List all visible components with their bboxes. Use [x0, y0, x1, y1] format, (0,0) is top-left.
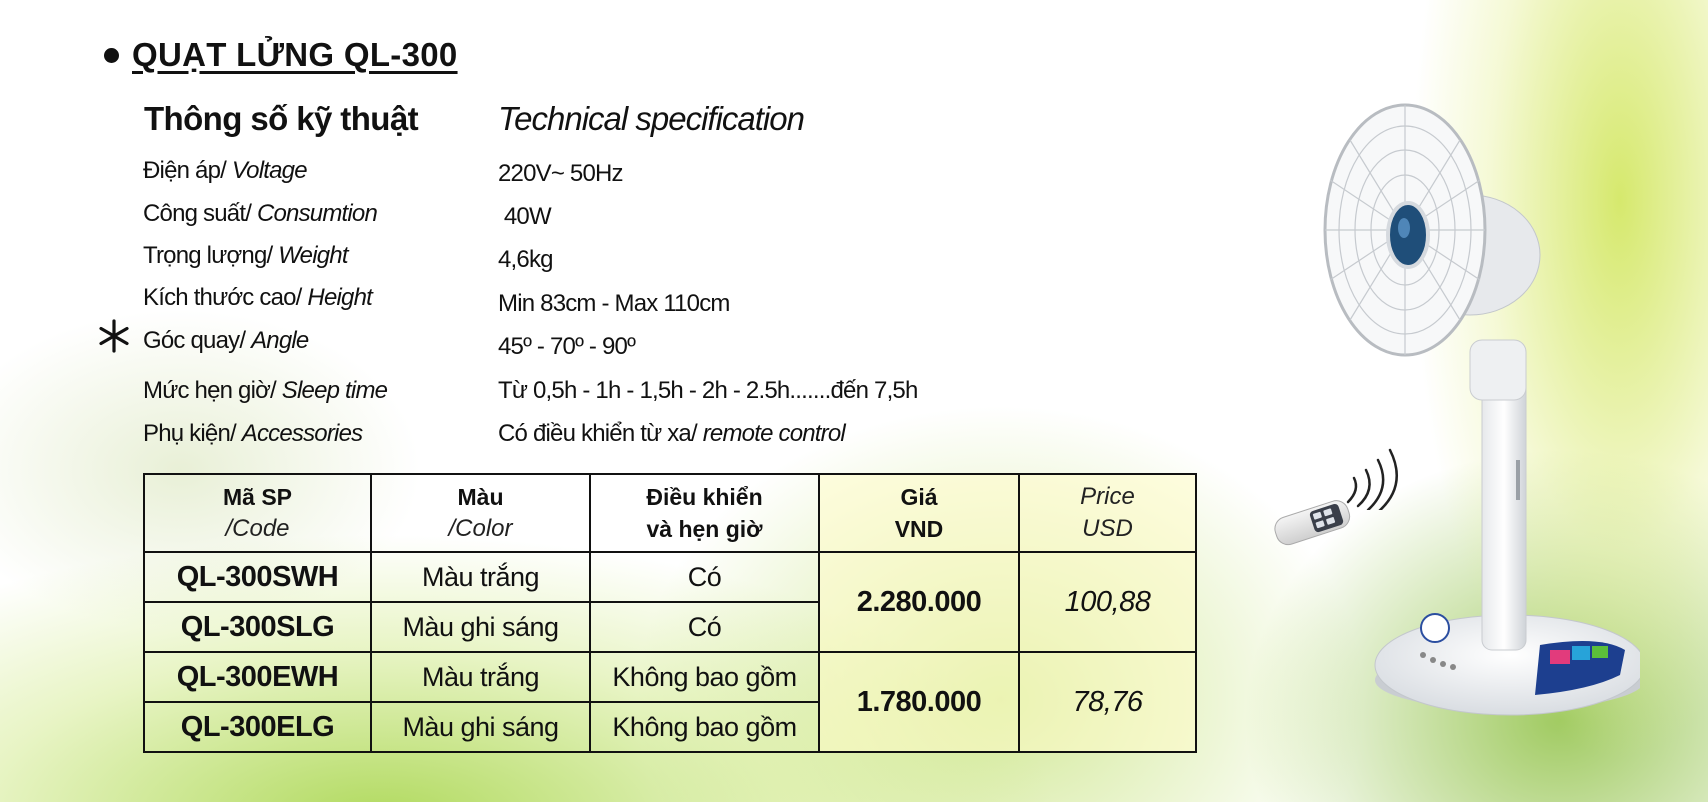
spec-label-angle: Góc quay/ Angle [143, 327, 309, 354]
row-color: Màu ghi sáng [371, 602, 590, 652]
row-color: Màu ghi sáng [371, 702, 590, 752]
price-vnd: 2.280.000 [819, 552, 1019, 652]
row-code: QL-300SWH [144, 552, 371, 602]
product-title: QUẠT LỬNG QL-300 [132, 36, 458, 73]
price-usd: 100,88 [1019, 552, 1196, 652]
spec-label-weight: Trọng lượng/ Weight [143, 242, 348, 269]
spec-value-accessories: Có điều khiển từ xa/ remote control [498, 420, 845, 447]
row-code: QL-300SLG [144, 602, 371, 652]
spec-label-height: Kích thước cao/ Height [143, 284, 372, 311]
row-code: QL-300ELG [144, 702, 371, 752]
table-row [144, 652, 1196, 702]
header-control: Điều khiển và hẹn giờ [590, 474, 819, 552]
table-row [144, 552, 1196, 602]
row-control: Có [590, 602, 819, 652]
spec-value-consumption: 40W [498, 203, 551, 230]
row-control: Không bao gồm [590, 652, 819, 702]
asterisk-icon [96, 318, 132, 354]
bullet-icon [104, 48, 119, 63]
spec-label-accessories: Phụ kiện/ Accessories [143, 420, 363, 447]
header-color: Màu /Color [371, 474, 590, 552]
spec-label-voltage: Điện áp/ Voltage [143, 157, 307, 184]
price-vnd: 1.780.000 [819, 652, 1019, 752]
price-table [143, 473, 1197, 753]
row-control: Không bao gồm [590, 702, 819, 752]
spec-value-weight: 4,6kg [498, 246, 553, 273]
spec-value-height: Min 83cm - Max 110cm [498, 290, 730, 317]
table-header-row [144, 474, 1196, 552]
row-color: Màu trắng [371, 652, 590, 702]
spec-label-sleep-time: Mức hẹn giờ/ Sleep time [143, 377, 388, 404]
spec-value-angle: 45º - 70º - 90º [498, 333, 636, 360]
spec-value-voltage: 220V~ 50Hz [498, 160, 623, 187]
price-usd: 78,76 [1019, 652, 1196, 752]
standing-fan-image [1320, 90, 1640, 730]
spec-header-en: Technical specification [498, 100, 804, 137]
spec-label-consumption: Công suất/ Consumtion [143, 200, 378, 227]
header-price-usd: Price USD [1019, 474, 1196, 552]
product-title-row [104, 36, 458, 74]
row-color: Màu trắng [371, 552, 590, 602]
spec-value-sleep-time: Từ 0,5h - 1h - 1,5h - 2h - 2.5h.......đến 7,5h [498, 377, 918, 404]
row-control: Có [590, 552, 819, 602]
spec-header-vi: Thông số kỹ thuật [144, 100, 418, 137]
row-code: QL-300EWH [144, 652, 371, 702]
header-price-vnd: Giá VND [819, 474, 1019, 552]
header-code: Mã SP /Code [144, 474, 371, 552]
